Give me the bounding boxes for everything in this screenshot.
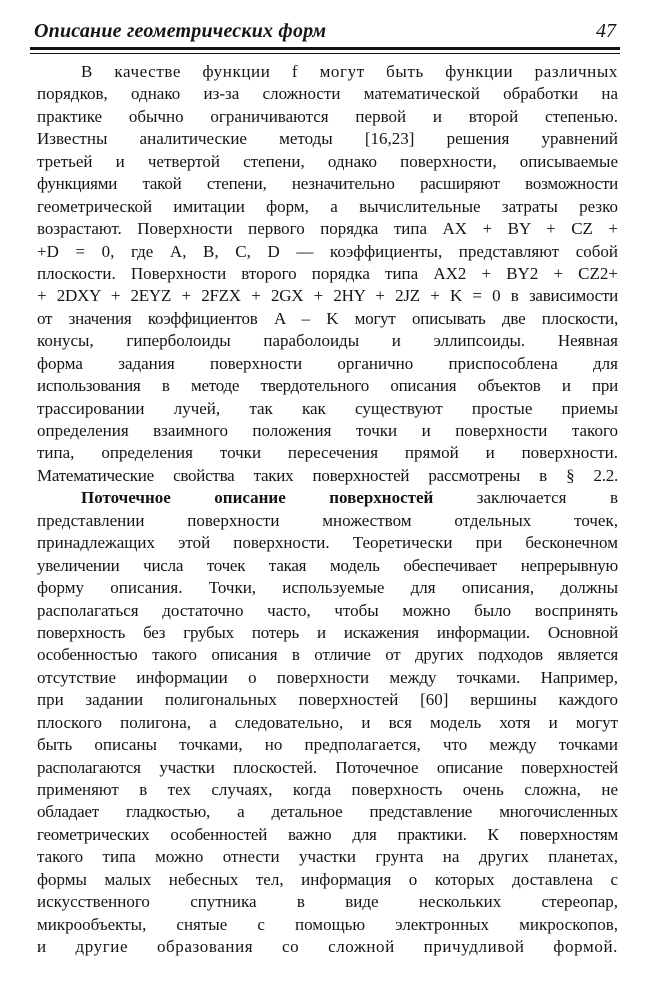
text-line: быть описаны точками, но предполагается, что между точками (37, 735, 618, 755)
bold-lead: Поточечное описание поверхностей (81, 488, 434, 508)
text-line: + 2DXY + 2EYZ + 2FZX + 2GX + 2HY + 2JZ + K = 0 в зависимости (37, 286, 618, 306)
lead-rest: заключается в (433, 488, 618, 508)
text-line: геометрической имитации форм, а вычислительные затраты резко (37, 196, 618, 216)
text-line: такого типа можно отнести участки грунта на других планетах, (37, 847, 618, 867)
text-line: В качестве функции f могут быть функции различных (81, 62, 618, 81)
text-line: обладает гладкостью, а детальное представление многочисленных (37, 802, 618, 822)
text-line: при задании полигональных поверхностей [60] вершины каждого (37, 690, 618, 710)
text-line: геометрических особенностей важно для практики. К поверхностям (37, 824, 618, 844)
text-line: практике обычно ограничиваются первой и второй степенью. (37, 106, 618, 126)
page-header (30, 20, 618, 44)
text-line: и другие образования со сложной причудливой формой. (37, 937, 618, 957)
text-line: определения взаимного положения точки и поверхности такого (37, 421, 618, 440)
text-line: типа, определения точки пересечения прямой и поверхности. (37, 443, 618, 463)
text-line: микрообъекты, снятые с помощью электронных микроскопов, (37, 914, 618, 934)
text-line: представлении поверхности множеством отдельных точек, (37, 510, 618, 530)
text-line: поверхность без грубых потерь и искажения информации. Основной (37, 622, 618, 642)
text-line: конусы, гиперболоиды параболоиды и эллипсоиды. Неявная (37, 331, 618, 351)
body-text (37, 61, 618, 959)
text-line: располагаться достаточно часто, чтобы можно было воспринять (37, 600, 618, 620)
text-line: искусственного спутника в виде нескольких стереопар, (37, 892, 618, 912)
text-line: отсутствие информации о поверхности между точками. Например, (37, 667, 618, 687)
text-line: особенностью такого описания в отличие от других подходов является (37, 645, 618, 665)
text-line: плоского полигона, а следовательно, и вся модель хотя и могут (37, 712, 618, 732)
header-rule-thin (30, 53, 620, 54)
text-line: форма задания поверхности органично приспособлена для (37, 353, 618, 373)
text-line: функциями такой степени, незначительно расширяют возможности (37, 174, 618, 194)
text-line (37, 487, 618, 509)
text-line: принадлежащих этой поверхности. Теоретически при бесконечном (37, 533, 618, 553)
running-title: Описание геометрических форм (34, 20, 327, 42)
text-line: порядков, однако из-за сложности математической обработки на (37, 84, 618, 104)
paragraph-2 (37, 487, 618, 958)
text-line: форму описания. Точки, используемые для описания, должны (37, 578, 618, 598)
text-line: Известны аналитические методы [16,23] решения уравнений (37, 129, 618, 149)
text-line: трассировании лучей, так как существуют простые приемы (37, 398, 618, 418)
text-line: формы малых небесных тел, информация о которых доставлена с (37, 869, 618, 889)
text-line: применяют в тех случаях, когда поверхность очень сложна, не (37, 780, 618, 799)
header-rule-thick (30, 47, 620, 50)
text-line: плоскости. Поверхности второго порядка типа AX2 + BY2 + CZ2+ (37, 263, 618, 283)
text-line: третьей и четвертой степени, однако поверхности, описываемые (37, 151, 618, 171)
text-line: возрастают. Поверхности первого порядка типа AX + BY + CZ + (37, 219, 618, 239)
text-line: использования в методе твердотельного описания объектов и при (37, 376, 618, 396)
text-line: +D = 0, где A, B, C, D — коэффициенты, представляют собой (37, 241, 618, 261)
page-number: 47 (596, 20, 616, 42)
paragraph-1 (37, 61, 618, 487)
text-line: от значения коэффициентов A – K могут описывать две плоскости, (37, 308, 618, 328)
text-line: увеличении числа точек такая модель обеспечивает непрерывную (37, 555, 618, 575)
text-line: располагаются участки плоскостей. Поточечное описание поверхностей (37, 757, 618, 777)
text-line: Математические свойства таких поверхностей рассмотрены в § 2.2. (37, 465, 618, 485)
